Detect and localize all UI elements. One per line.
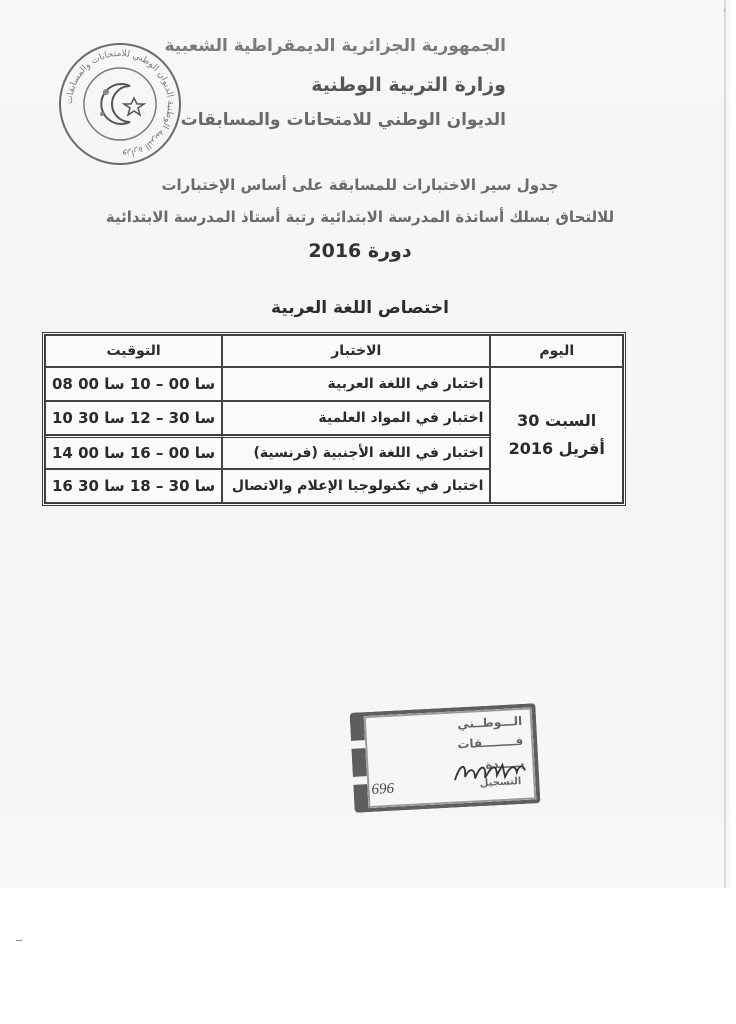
table-row: [45, 367, 623, 401]
session-label: دورة 2016: [308, 240, 412, 262]
stamp-registration-number: 696: [371, 780, 395, 798]
exam-name-cell: اختبار في اللغة الأجنبية (فرنسية): [222, 435, 490, 469]
exam-name-cell: اختبار في المواد العلمية: [222, 401, 490, 435]
header-time: التوقيت: [45, 335, 222, 367]
scan-corner-mark: ': [723, 8, 726, 19]
stamp-text: فــــــــقات: [457, 733, 524, 752]
republic-heading: الجمهورية الجزائرية الديمقراطية الشعبية: [164, 36, 506, 56]
header-day: اليوم: [490, 335, 623, 367]
exam-time-cell: 10 سا 30 – 12 سا 30: [45, 401, 222, 435]
scan-tick-mark: [16, 940, 22, 941]
stamp-text: التسجيل: [479, 776, 522, 790]
header-exam: الاختبار: [222, 335, 490, 367]
handwritten-signature-icon: [452, 756, 527, 786]
ministry-heading: وزارة التربية الوطنية: [311, 74, 506, 96]
registration-stamp: [350, 703, 541, 813]
exam-schedule-table: [42, 332, 626, 506]
schedule-subtitle: للالتحاق بسلك أساتذة المدرسة الابتدائية رتبة أستاذ المدرسة الابتدائية: [105, 208, 615, 226]
scan-edge-line: [724, 0, 726, 888]
exam-time-cell: 14 سا 00 – 16 سا 00: [45, 435, 222, 469]
stamp-text: الـــوطــني: [456, 713, 523, 732]
exam-day-cell: السبت 30 أفريل 2016: [490, 367, 623, 503]
schedule-title: جدول سير الاختبارات للمسابقة على أساس الإختبارات: [161, 176, 559, 194]
stamp-text: يـــــدة: [485, 755, 525, 772]
seal-ring-text: وزارة التربية الوطنية الديوان الوطني للامتحانات والمسابقات: [64, 48, 176, 159]
exam-time-cell: 16 سا 30 – 18 سا 30: [45, 469, 222, 503]
official-seal-icon: [56, 40, 184, 168]
exam-name-cell: اختبار في اللغة العربية: [222, 367, 490, 401]
specialty-label: اختصاص اللغة العربية: [271, 298, 449, 318]
table-header-row: [45, 335, 623, 367]
exam-time-cell: 08 سا 00 – 10 سا 00: [45, 367, 222, 401]
office-heading: الديوان الوطني للامتحانات والمسابقات: [180, 110, 506, 130]
exam-name-cell: اختبار في تكنولوجيا الإعلام والاتصال: [222, 469, 490, 503]
